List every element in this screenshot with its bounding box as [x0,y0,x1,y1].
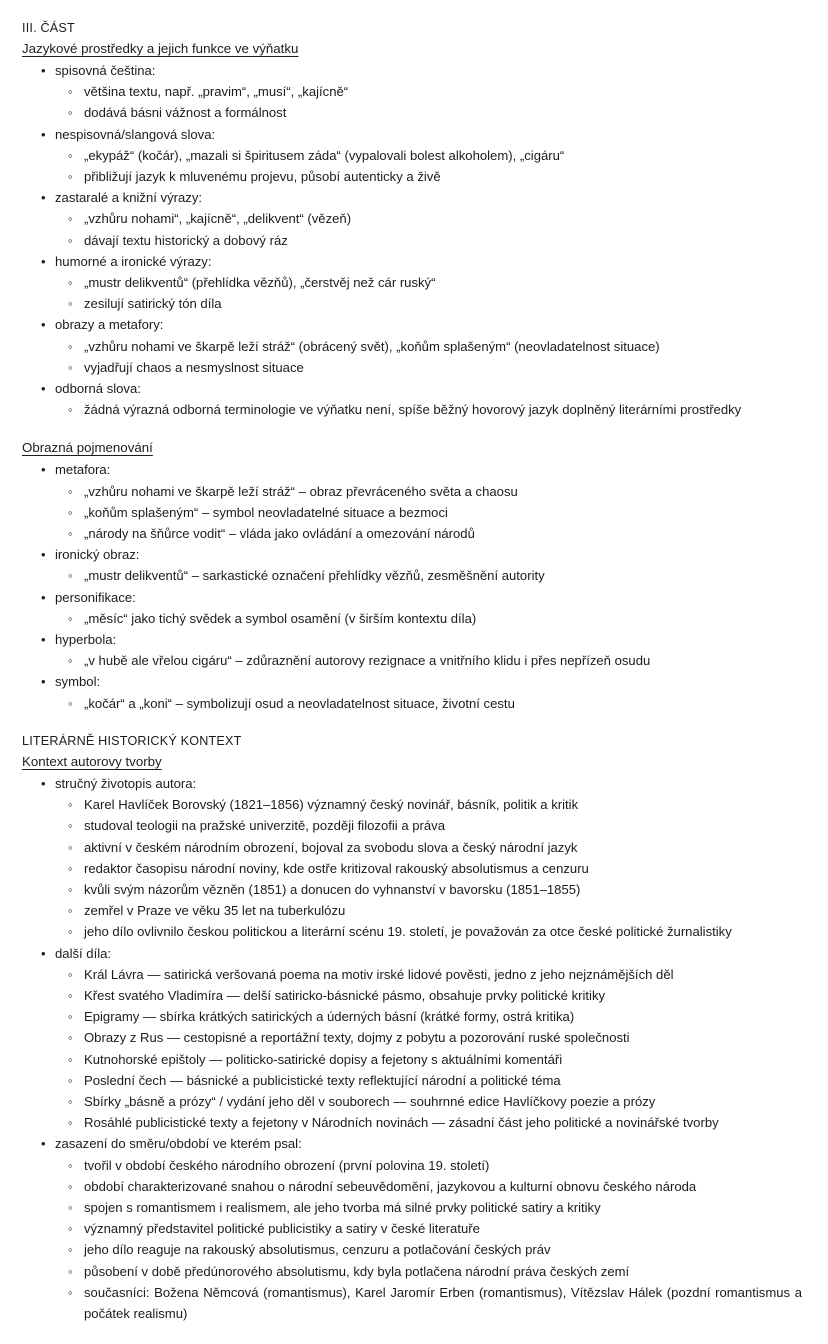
sub-list-item [55,1176,806,1197]
sub-list-item-text: Král Lávra — satirická veršovaná poema na motiv irské lidové pověsti, jedno z jeho nejznámějších děl [84,966,674,982]
sub-list-item-text: dávají textu historický a dobový ráz [84,232,288,248]
bullet-list-level2 [55,1155,806,1325]
document-section [22,731,806,1324]
sub-list-item [55,1112,806,1133]
sub-list-item [55,399,806,420]
sub-list-item-text: „vzhůru nohami“, „kajícně“, „delikvent“ (vězeň) [84,211,352,227]
sub-list-item [55,650,806,671]
sub-list-item-text: významný představitel politické publicistiky a satiry v české literatuře [84,1221,480,1237]
sub-list-item-text: kvůli svým názorům vězněn (1851) a donucen do vyhnanství v bavorsku (1851–1855) [84,881,581,897]
sub-list-item [55,1027,806,1048]
list-item [22,314,806,378]
list-item-label: • další díla: [55,943,806,964]
bullet-list-level1 [22,773,806,1324]
sub-list-item [55,1155,806,1176]
sub-list-item-text: žádná výrazná odborná terminologie ve výňatku není, spíše běžný hovorový jazyk doplněný literárními prostředky [84,402,742,418]
sub-list-item [55,815,806,836]
sub-list-item-text: Epigramy — sbírka krátkých satirických a úderných básní (krátké formy, ostrá kritika) [84,1009,575,1025]
sub-list-item [55,523,806,544]
sub-list-item-text: „ekypáž“ (kočár), „mazali si špiritusem záda“ (vypalovali bolest alkoholem), „cigáru“ [84,147,565,163]
sub-list-item [55,357,806,378]
list-item [22,943,806,1134]
list-item [22,587,806,629]
list-item-label: • spisovná čeština: [55,60,806,81]
bullet-list-level2 [55,964,806,1134]
list-item [22,124,806,188]
list-item-label: • zasazení do směru/období ve kterém psal: [55,1133,806,1154]
bullet-list-level2 [55,693,806,714]
sub-list-item-text: „národy na šňůrce vodit“ – vláda jako ovládání a omezování národů [84,526,475,542]
section-caps-heading: LITERÁRNĚ HISTORICKÝ KONTEXT [22,733,242,748]
sub-list-item-text: studoval teologii na pražské univerzitě, později filozofii a práva [84,818,446,834]
sub-list-item [55,208,806,229]
sub-list-item-text: většina textu, např. „pravim“, „musí“, „kajícně“ [84,84,349,100]
sub-list-item [55,145,806,166]
list-item-label: • personifikace: [55,587,806,608]
list-item [22,60,806,124]
sub-list-item [55,900,806,921]
bullet-list-level2 [55,608,806,629]
sub-list-item [55,1282,806,1324]
sub-list-item [55,985,806,1006]
sub-list-item-text: jeho dílo reaguje na rakouský absolutismus, cenzuru a potlačování českých práv [84,1242,551,1258]
sub-list-item [55,608,806,629]
sub-list-item-text: zesilují satirický tón díla [84,296,222,312]
bullet-list-level1 [22,60,806,420]
sub-list-item [55,293,806,314]
sub-list-item [55,81,806,102]
list-item-label: • zastaralé a knižní výrazy: [55,187,806,208]
sub-list-item [55,1049,806,1070]
list-item [22,773,806,943]
sub-list-item-text: „v hubě ale vřelou cigáru“ – zdůraznění autorovy rezignace a vnitřního klidu i přes nepřízeň osudu [84,653,651,669]
sub-list-item [55,272,806,293]
list-item [22,1133,806,1324]
sub-list-item [55,837,806,858]
sub-list-item-text: Křest svatého Vladimíra — delší satiricko-básnické pásmo, obsahuje prvky politické kritiky [84,987,606,1003]
sub-list-item [55,964,806,985]
list-item [22,187,806,251]
list-item [22,671,806,713]
sub-list-item [55,336,806,357]
list-item [22,251,806,315]
sub-list-item-text: tvořil v období českého národního obrození (první polovina 19. století) [84,1157,490,1173]
sub-list-item-text: období charakterizované snahou o národní sebeuvědomění, jazykovou a kulturní obnovu českého národa [84,1178,697,1194]
sub-list-item-text: ◦ současníci: Božena Němcová (romantismus), Karel Jaromír Erben (romantismus), Vítězslav Hálek (pozdní romantismus a počátek realismu) [84,1284,802,1321]
document-body [22,18,806,1324]
document-section [22,437,806,713]
list-item [22,378,806,420]
sub-list-item-text: působení v době předúnorového absolutismu, kdy byla potlačena národní práva českých zemí [84,1263,630,1279]
list-item-label: • stručný životopis autora: [55,773,806,794]
bullet-list-level1 [22,459,806,713]
sub-list-item-text: spojen s romantismem i realismem, ale jeho tvorba má silné prvky politické satiry a kritiky [84,1199,601,1215]
sub-list-item-text: ◦ jeho dílo ovlivnilo českou politickou a literární scénu 19. století, je považován za otce české politické žurnalistiky [84,924,732,940]
sub-list-item [55,693,806,714]
list-item-label: • ironický obraz: [55,544,806,565]
section-underlined-heading: Obrazná pojmenování [22,440,153,456]
list-item [22,459,806,544]
list-item-label: • humorné a ironické výrazy: [55,251,806,272]
sub-list-item-text: Obrazy z Rus — cestopisné a reportážní texty, dojmy z pobytu a pozorování ruské společnosti [84,1030,630,1046]
sub-list-item-text: „mustr delikventů“ (přehlídka vězňů), „čerstvěj než cár ruský“ [84,275,436,291]
section-heading-wrapper [22,38,806,60]
sub-list-item-text: vyjadřují chaos a nesmyslnost situace [84,359,304,375]
bullet-list-level2 [55,208,806,250]
list-item-label: • metafora: [55,459,806,480]
sub-list-item-text: dodává básni vážnost a formálnost [84,105,287,121]
list-item-label: • hyperbola: [55,629,806,650]
sub-list-item [55,921,806,942]
sub-list-item-text: Sbírky „básně a prózy“ / vydání jeho děl v souborech — souhrnné edice Havlíčkovy poezie a prózy [84,1093,656,1109]
section-underlined-heading: Jazykové prostředky a jejich funkce ve výňatku [22,41,299,56]
bullet-list-level2 [55,145,806,187]
sub-list-item-text: „vzhůru nohami ve škarpě leží stráž“ – obraz převráceného světa a chaosu [84,483,518,499]
sub-list-item [55,481,806,502]
bullet-list-level2 [55,399,806,420]
bullet-list-level2 [55,794,806,942]
sub-list-item-text: Karel Havlíček Borovský (1821–1856) významný český novinář, básník, politik a kritik [84,797,579,813]
bullet-list-level2 [55,650,806,671]
sub-list-item [55,1261,806,1282]
document-section [22,18,806,420]
sub-list-item [55,1197,806,1218]
sub-list-item-text: Rosáhlé publicistické texty a fejetony v Národních novinách — zásadní část jeho politické a novinářské tvorby [84,1115,719,1131]
sub-list-item [55,565,806,586]
sub-list-item [55,1239,806,1260]
sub-list-item-text: přibližují jazyk k mluvenému projevu, působí autenticky a živě [84,169,441,185]
sub-list-item [55,1091,806,1112]
sub-list-item-text: „měsíc“ jako tichý svědek a symbol osamění (v širším kontextu díla) [84,610,477,626]
sub-list-item [55,1218,806,1239]
sub-list-item [55,502,806,523]
bullet-list-level2 [55,565,806,586]
sub-list-item-text: zemřel v Praze ve věku 35 let na tuberkulózu [84,903,346,919]
section-heading-wrapper [22,751,806,773]
section-caps-heading: III. ČÁST [22,21,75,35]
sub-list-item [55,166,806,187]
section-underlined-heading: Kontext autorovy tvorby [22,753,162,769]
list-item [22,629,806,671]
sub-list-item [55,794,806,815]
sub-list-item-text: Kutnohorské epištoly — politicko-satirické dopisy a fejetony s aktuálními komentáři [84,1051,563,1067]
sub-list-item-text: Poslední čech — básnické a publicistické texty reflektující národní a politické téma [84,1072,561,1088]
sub-list-item-text: „koňům splašeným“ – symbol neovladatelné situace a bezmoci [84,504,448,520]
bullet-list-level2 [55,481,806,545]
list-item-label: • symbol: [55,671,806,692]
sub-list-item [55,1006,806,1027]
sub-list-item [55,879,806,900]
list-item-label: • nespisovná/slangová slova: [55,124,806,145]
list-item-label: • odborná slova: [55,378,806,399]
sub-list-item [55,230,806,251]
sub-list-item-text: „vzhůru nohami ve škarpě leží stráž“ (obrácený svět), „koňům splašeným“ (neovladatelnost situace) [84,338,660,354]
sub-list-item [55,858,806,879]
sub-list-item-text: „mustr delikventů“ – sarkastické označení přehlídky vězňů, zesměšnění autority [84,568,545,584]
sub-list-item-text: redaktor časopisu národní noviny, kde ostře kritizoval rakouský absolutismus a cenzuru [84,860,589,876]
sub-list-item-text: aktivní v českém národním obrození, bojoval za svobodu slova a český národní jazyk [84,839,578,855]
bullet-list-level2 [55,272,806,314]
sub-list-item [55,102,806,123]
list-item-label: • obrazy a metafory: [55,314,806,335]
bullet-list-level2 [55,336,806,378]
section-heading-wrapper [22,437,806,459]
bullet-list-level2 [55,81,806,123]
list-item [22,544,806,586]
sub-list-item-text: „kočár“ a „koni“ – symbolizují osud a neovladatelnost situace, životní cestu [84,695,515,711]
sub-list-item [55,1070,806,1091]
